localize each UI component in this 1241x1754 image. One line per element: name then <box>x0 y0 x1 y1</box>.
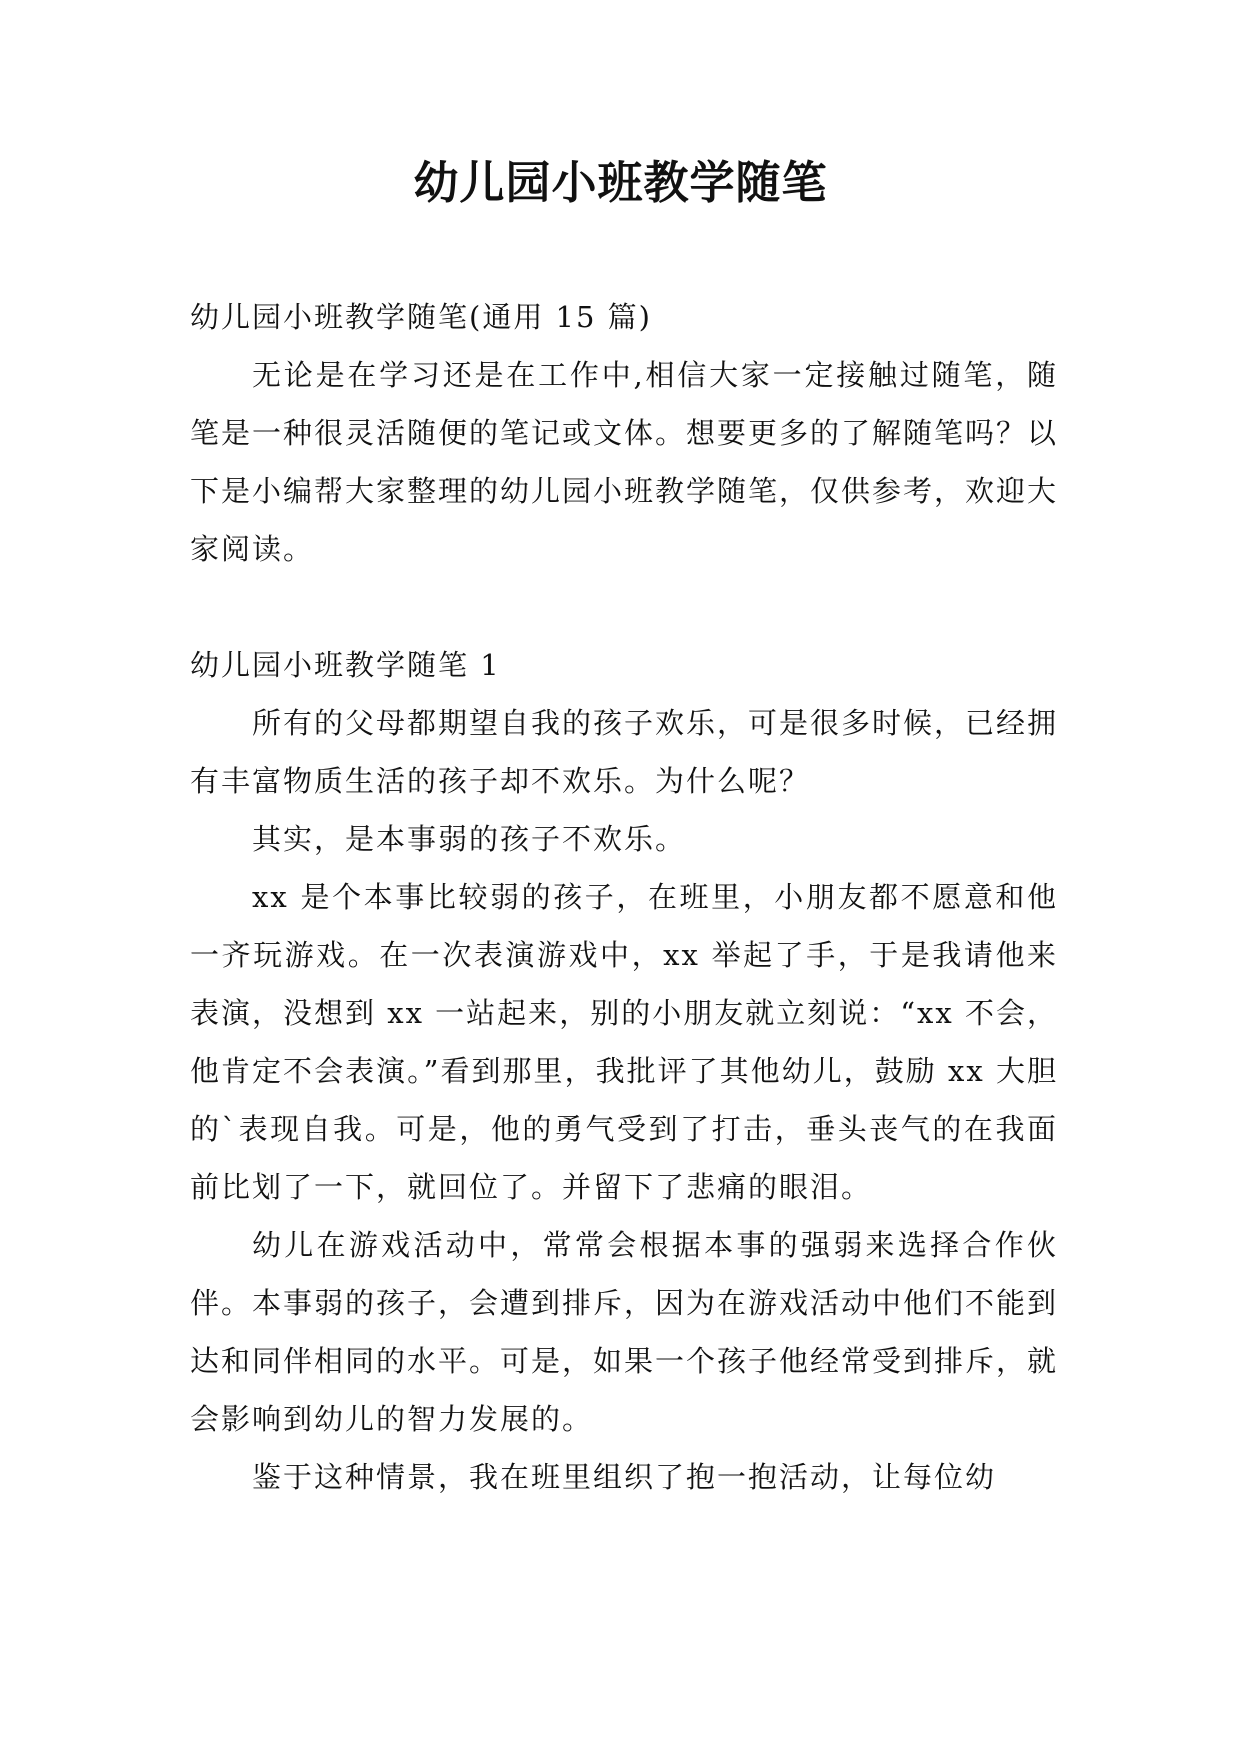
body-paragraph: 幼儿在游戏活动中，常常会根据本事的强弱来选择合作伙伴。本事弱的孩子，会遭到排斥，因为在游戏活动中他们不能到达和同伴相同的水平。可是，如果一个孩子他经常受到排斥，就会影响到幼儿的智力发展的。 <box>190 1228 1059 1436</box>
body-paragraph: 鉴于这种情景，我在班里组织了抱一抱活动，让每位幼 <box>252 1460 997 1494</box>
body-paragraph: 其实，是本事弱的孩子不欢乐。 <box>252 822 687 856</box>
intro-paragraph: 无论是在学习还是在工作中,相信大家一定接触过随笔，随笔是一种很灵活随便的笔记或文体。想要更多的了解随笔吗？以下是小编帮大家整理的幼儿园小班教学随笔，仅供参考，欢迎大家阅读。 <box>190 358 1059 566</box>
body-paragraph: 所有的父母都期望自我的孩子欢乐，可是很多时候，已经拥有丰富物质生活的孩子却不欢乐。为什么呢？ <box>190 706 1059 798</box>
document-title: 幼儿园小班教学随笔 <box>413 156 828 209</box>
section-spacer <box>190 578 1058 636</box>
document-subtitle: 幼儿园小班教学随笔(通用 15 篇) <box>190 300 652 334</box>
body-paragraph: xx 是个本事比较弱的孩子，在班里，小朋友都不愿意和他一齐玩游戏。在一次表演游戏中，xx 举起了手，于是我请他来表演，没想到 xx 一站起来，别的小朋友就立刻说：“xx 不会，他肯定不会表演。”看到那里，我批评了其他幼儿，鼓励 xx 大胆的`表现自我。可是，他的勇气受到了打击，垂头丧气的在我面前比划了一下，就回位了。并留下了悲痛的眼泪。 <box>190 880 1058 1204</box>
section-heading: 幼儿园小班教学随笔 1 <box>190 648 501 682</box>
document-body <box>190 288 1058 1506</box>
